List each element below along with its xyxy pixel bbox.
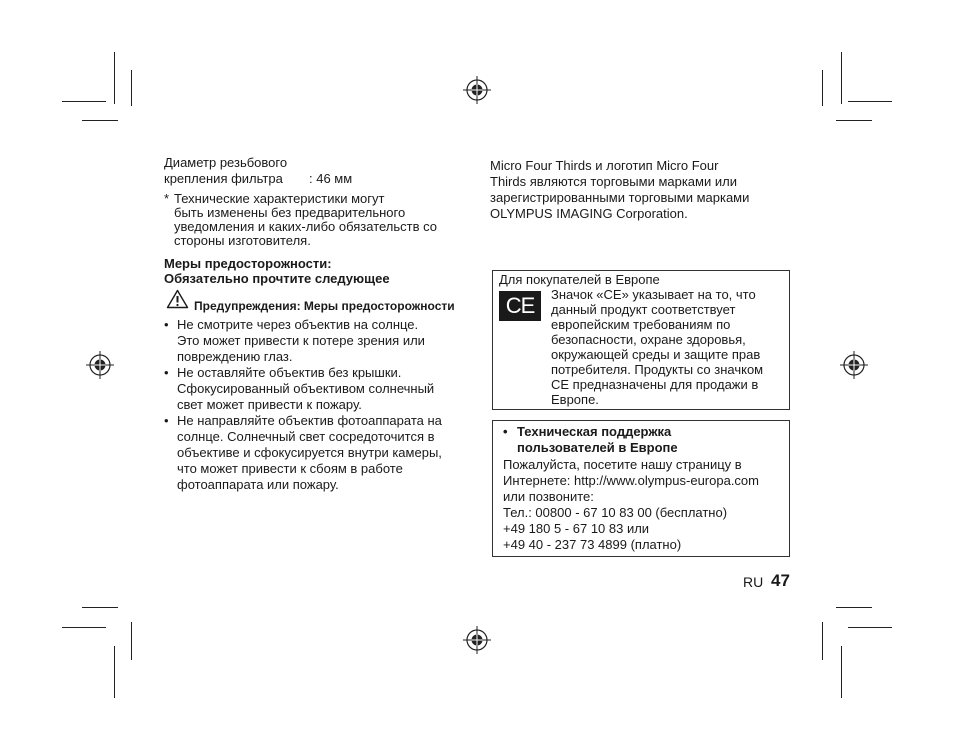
trademark-line: Thirds являются торговыми марками или (490, 174, 737, 189)
ce-text-line: европейским требованиям по (551, 317, 731, 332)
bullet: • (164, 365, 169, 380)
ce-text-line: потребителя. Продукты со значком (551, 362, 764, 377)
support-url-line: Интернете: http://www.olympus-europa.com (503, 473, 759, 488)
crop-mark (848, 627, 892, 628)
ce-text-line: безопасности, охране здоровья, (551, 332, 746, 347)
registration-mark-icon (840, 351, 868, 379)
crop-mark (82, 120, 118, 121)
crop-mark (836, 120, 872, 121)
support-line: Пожалуйста, посетите нашу страницу в (503, 457, 742, 472)
list-item: Не направляйте объектив фотоаппарата на (177, 413, 442, 428)
note-line: быть изменены без предварительного (174, 205, 406, 220)
warning-triangle-icon (166, 289, 189, 309)
list-item: Не смотрите через объектив на солнце. (177, 317, 419, 332)
bullet: • (164, 413, 169, 428)
support-box (492, 420, 790, 557)
filter-value: : 46 мм (309, 171, 353, 186)
crop-mark (836, 607, 872, 608)
note-star: * (164, 191, 170, 206)
bullet: • (164, 317, 169, 332)
list-item: объективе и сфокусируется внутри камеры, (177, 445, 442, 460)
support-heading: Техническая поддержка (517, 424, 672, 439)
list-item: свет может привести к пожару. (177, 397, 362, 412)
filter-label: Диаметр резьбового (164, 155, 288, 170)
list-item: солнце. Солнечный свет сосредоточится в (177, 429, 435, 444)
list-item: Это может привести к потере зрения или (177, 333, 425, 348)
section-heading: Меры предосторожности: (164, 256, 332, 271)
filter-label: крепления фильтра (164, 171, 283, 186)
registration-mark-icon (463, 626, 491, 654)
language-code: RU (743, 574, 764, 590)
list-item: Сфокусированный объективом солнечный (177, 381, 435, 396)
crop-mark (114, 646, 115, 698)
phone-line: +49 180 5 - 67 10 83 или (503, 521, 650, 536)
crop-mark (114, 52, 115, 104)
crop-mark (841, 52, 842, 104)
page-number: 47 (771, 571, 790, 590)
registration-mark-icon (86, 351, 114, 379)
crop-mark (131, 622, 132, 660)
crop-mark (822, 70, 823, 106)
crop-mark (62, 627, 106, 628)
crop-mark (131, 70, 132, 106)
support-line: или позвоните: (503, 489, 594, 504)
europe-ce-box (492, 270, 790, 410)
list-item: что может привести к сбоям в работе (177, 461, 403, 476)
crop-mark (82, 607, 118, 608)
phone-line: +49 40 - 237 73 4899 (платно) (503, 537, 682, 552)
note-line: Технические характеристики могут (174, 191, 385, 206)
list-item: Не оставляйте объектив без крышки. (177, 365, 402, 380)
support-heading: пользователей в Европе (517, 440, 678, 455)
crop-mark (848, 101, 892, 102)
list-item: повреждению глаз. (177, 349, 293, 364)
ce-text-line: Европе. (551, 392, 599, 407)
ce-text-line: данный продукт соответствует (551, 302, 736, 317)
note-line: уведомления и каких-либо обязательств со (174, 219, 438, 234)
crop-mark (62, 101, 106, 102)
ce-logo-icon: CE (499, 291, 541, 321)
section-heading: Обязательно прочтите следующее (164, 271, 390, 286)
trademark-line: зарегистрированными торговыми марками (490, 190, 750, 205)
phone-line: Тел.: 00800 - 67 10 83 00 (бесплатно) (503, 505, 728, 520)
ce-text-line: Значок «CE» указывает на то, что (551, 287, 756, 302)
note-line: стороны изготовителя. (174, 233, 311, 248)
crop-mark (841, 646, 842, 698)
crop-mark (822, 622, 823, 660)
trademark-line: OLYMPUS IMAGING Corporation. (490, 206, 688, 221)
trademark-line: Micro Four Thirds и логотип Micro Four (490, 158, 719, 173)
list-item: фотоаппарата или пожару. (177, 477, 339, 492)
ce-text-line: окружающей среды и защите прав (551, 347, 761, 362)
ce-text-line: CE предназначены для продажи в (551, 377, 759, 392)
warning-title: Предупреждения: Меры предосторожности (194, 299, 455, 313)
box-title: Для покупателей в Европе (499, 272, 660, 287)
bullet: • (503, 424, 508, 439)
registration-mark-icon (463, 76, 491, 104)
